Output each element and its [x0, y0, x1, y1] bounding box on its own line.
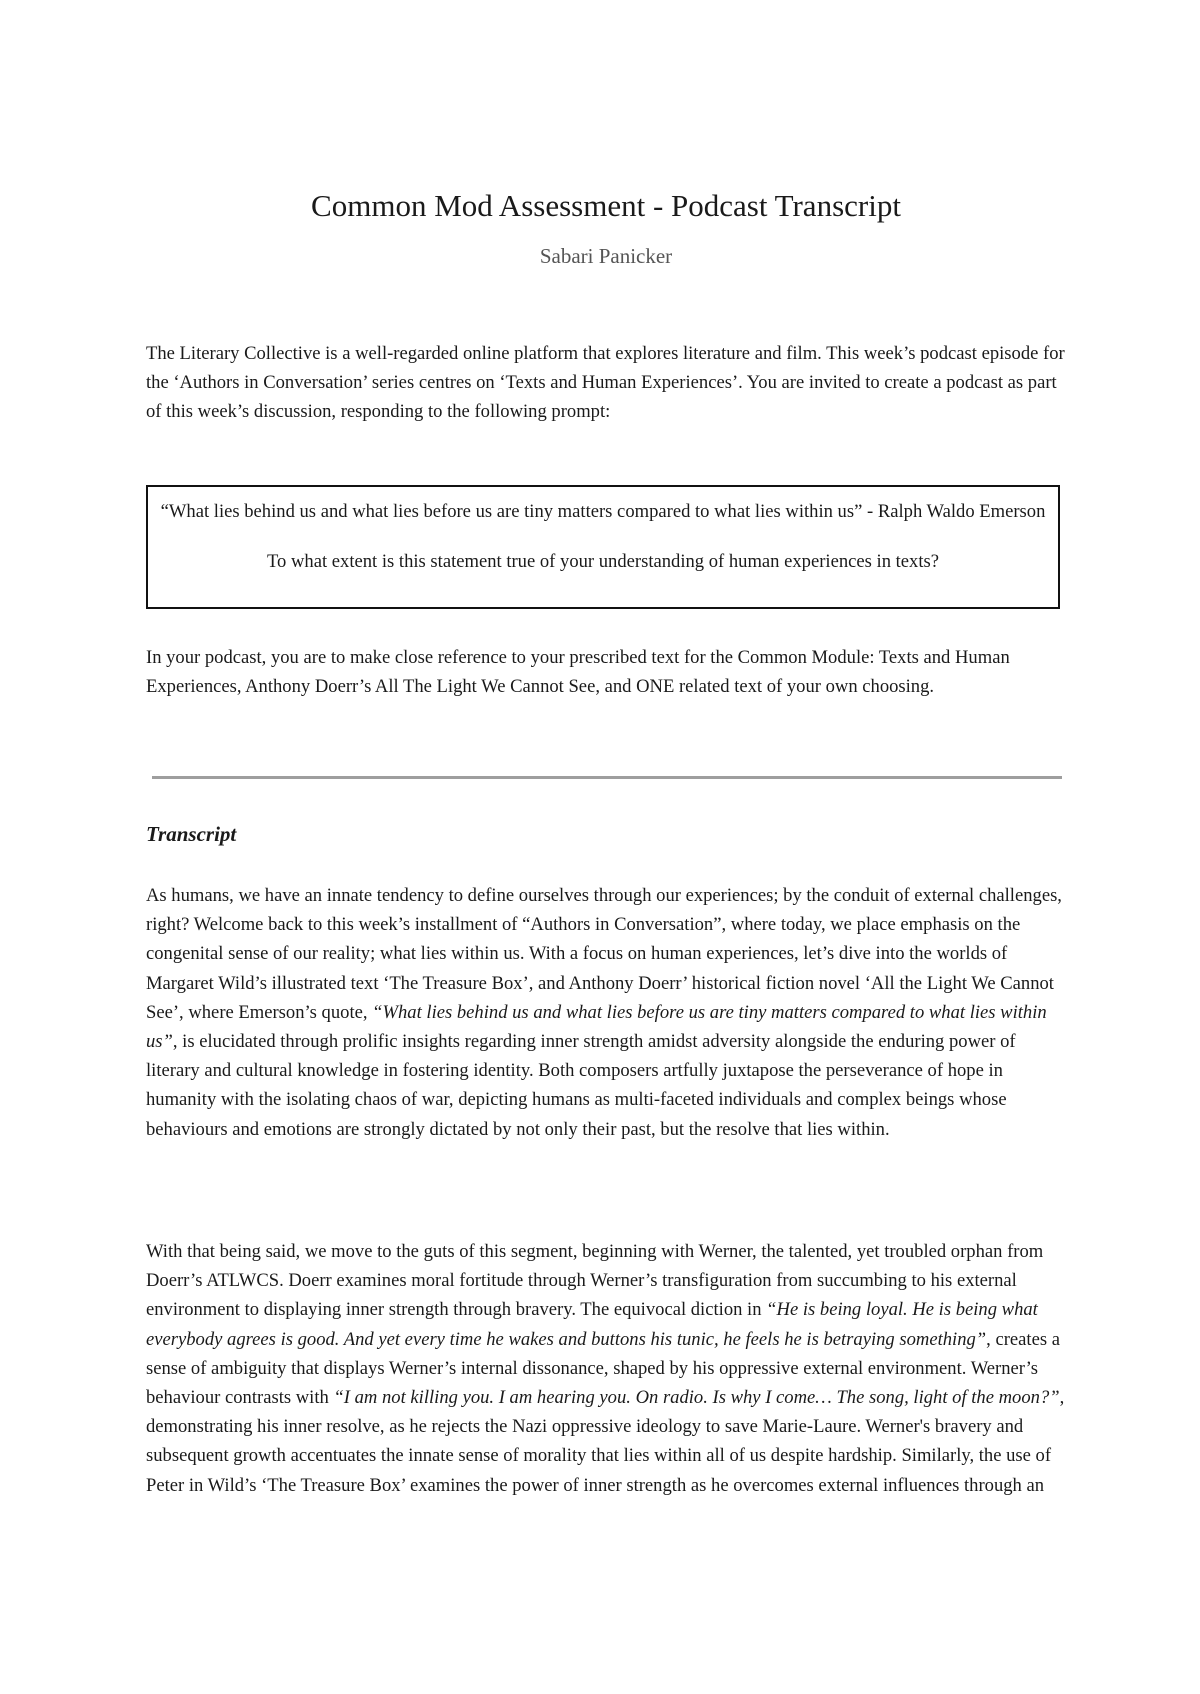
transcript-heading: Transcript: [146, 822, 237, 846]
paragraph-2-quote-2: “I am not killing you. I am hearing you. On radio. Is why I come… The song, light of the moon?”: [333, 1387, 1060, 1409]
section-divider: [152, 776, 1062, 779]
document-author: Sabari Panicker: [539, 244, 673, 268]
transcript-paragraph-1: [146, 881, 1066, 1144]
paragraph-1-text-2: , is elucidated through prolific insights regarding inner strength amidst adversity alongside the enduring power of literary and cultural knowledge in fostering identity. Both composers artfully juxtapose the perseverance of hope in humanity with the isolating chaos of war, depicting humans as multi-faceted individuals and complex beings whose behaviours and emotions are strongly dictated by not only their past, but the resolve that lies within.: [146, 1031, 1016, 1140]
document-title: Common Mod Assessment - Podcast Transcript: [311, 188, 901, 223]
transcript-paragraph-2: [146, 1237, 1066, 1500]
prompt-box: [146, 485, 1060, 609]
instructions-paragraph: In your podcast, you are to make close reference to your prescribed text for the Common Module: Texts and Human Experiences, Anthony Doerr’s All The Light We Cannot See, and ONE related text of your own choosing.: [146, 647, 1010, 698]
prompt-quote: “What lies behind us and what lies before us are tiny matters compared to what lies within us” - Ralph Waldo Emerson: [160, 501, 1046, 522]
paragraph-2-quote-1: “He is being loyal. He is being what everybody agrees is good. And yet every time he wakes and buttons his tunic, he feels he is betraying something”: [146, 1299, 1038, 1350]
paragraph-2-text-1: With that being said, we move to the guts of this segment, beginning with Werner, the talented, yet troubled orphan from Doerr’s ATLWCS. Doerr examines moral fortitude through Werner’s transfiguration from succumbing to his external environment to displaying inner strength through bravery. The equivocal diction in: [146, 1241, 1044, 1321]
paragraph-2-text-3: , demonstrating his inner resolve, as he rejects the Nazi oppressive ideology to save Marie-Laure. Werner's bravery and subsequent growth accentuates the innate sense of morality that lies within all of us despite hardship. Similarly, the use of Peter in Wild’s ‘The Treasure Box’ examines the power of inner strength as he overcomes external influences through an: [146, 1387, 1065, 1496]
paragraph-2-text-2: , creates a sense of ambiguity that displays Werner’s internal dissonance, shaped by his oppressive external environment. Werner’s behaviour contrasts with: [146, 1328, 1060, 1409]
paragraph-1-text-1: As humans, we have an innate tendency to define ourselves through our experiences; by the conduit of external challenges, right? Welcome back to this week’s installment of “Authors in Conversation”, where today, we place emphasis on the congenital sense of our reality; what lies within us. With a focus on human experiences, let’s dive into the worlds of Margaret Wild’s illustrated text ‘The Treasure Box’, and Anthony Doerr’ historical fiction novel ‘All the Light We Cannot See’, where Emerson’s quote,: [146, 885, 1062, 1023]
prompt-question: To what extent is this statement true of your understanding of human experiences in texts?: [266, 551, 940, 572]
intro-paragraph: The Literary Collective is a well-regarded online platform that explores literature and film. This week’s podcast episode for the ‘Authors in Conversation’ series centres on ‘Texts and Human Experiences’. You are invited to create a podcast as part of this week’s discussion, responding to the following prompt:: [146, 343, 1065, 423]
paragraph-1-quote-1: “What lies behind us and what lies before us are tiny matters compared to what lies within us”: [146, 1001, 1047, 1053]
